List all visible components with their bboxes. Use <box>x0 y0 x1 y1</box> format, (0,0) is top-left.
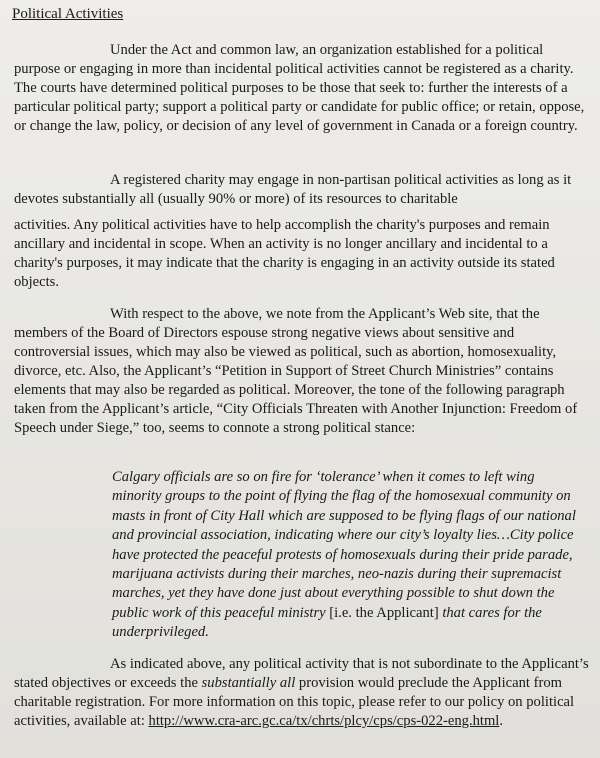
paragraph-conclusion <box>14 655 590 731</box>
emphasis-substantially-all: substantially all <box>201 675 296 691</box>
paragraph-political-purposes <box>14 41 588 136</box>
quoted-article-excerpt <box>112 468 580 643</box>
paragraph-text: With respect to the above, we note from the Applicant’s Web site, that the members of the Board of Directors espouse strong negative views about sensitive and controversial issues, which may also be viewed as political, such as abortion, homosexuality, divorce, etc. Also, the Applicant’s “Petition in Support of Street Church Ministries” contains elements that may also be regarded as political. Moreover, the tone of the following paragraph taken from the Applicant’s article, “City Officials Threaten with Another Injunction: Freedom of Speech under Siege,” too, seems to connote a strong political stance: <box>14 306 578 436</box>
paragraph-text: A registered charity may engage in non-partisan political activities as long as it devotes substantially all (usually 90% or more) of its resources to charitable <box>14 172 572 207</box>
paragraph-text: As indicated above, any political activity that is not subordinate to the Applicant’s stated objectives or exceeds the <box>14 656 589 691</box>
quote-bracket: [i.e. the Applicant] <box>329 604 439 621</box>
section-title: Political Activities <box>12 6 124 22</box>
quote-text-end: that cares for the underprivileged. <box>112 604 542 641</box>
paragraph-applicant-website <box>14 305 588 438</box>
paragraph-text: provision would preclude the Applicant from charitable registration. For more information on this topic, please refer to our policy on political activities, available at: <box>14 675 575 729</box>
paragraph-ancillary: activities. Any political activities have to help accomplish the charity's purposes and remain ancillary and incidental in scope. When an activity is no longer ancillary and incidental to a charity's purposes, it may indicate that the charity is engaging in an activity outside its stated objects. <box>14 217 555 290</box>
paragraph-period: . <box>499 713 504 729</box>
policy-link[interactable]: http://www.cra-arc.gc.ca/tx/chrts/plcy/cps/cps-022-eng.html <box>148 713 500 729</box>
quote-text: Calgary officials are so on fire for ‘tolerance’ when it comes to left wing minority groups to the point of flying the flag of the homosexual community on masts in front of City Hall which are supposed to be flying flags of our national and provincial association, indicating where our city’s loyalty lies…City police have protected the peaceful protests of homosexuals during their pride parade, marijuana activists during their marches, neo-nazis during their supremacist marches, yet they have done just about everything possible to shut down the public work of this peaceful ministry <box>112 469 576 621</box>
paragraph-non-partisan <box>14 171 588 209</box>
paragraph-text: Under the Act and common law, an organization established for a political purpose or engaging in more than incidental political activities cannot be registered as a charity. The courts have determined political purposes to be those that seek to: further the interests of a particular political party; support a political party or candidate for public office; or retain, oppose, or change the law, policy, or decision of any level of government in Canada or a foreign country. <box>14 42 585 134</box>
